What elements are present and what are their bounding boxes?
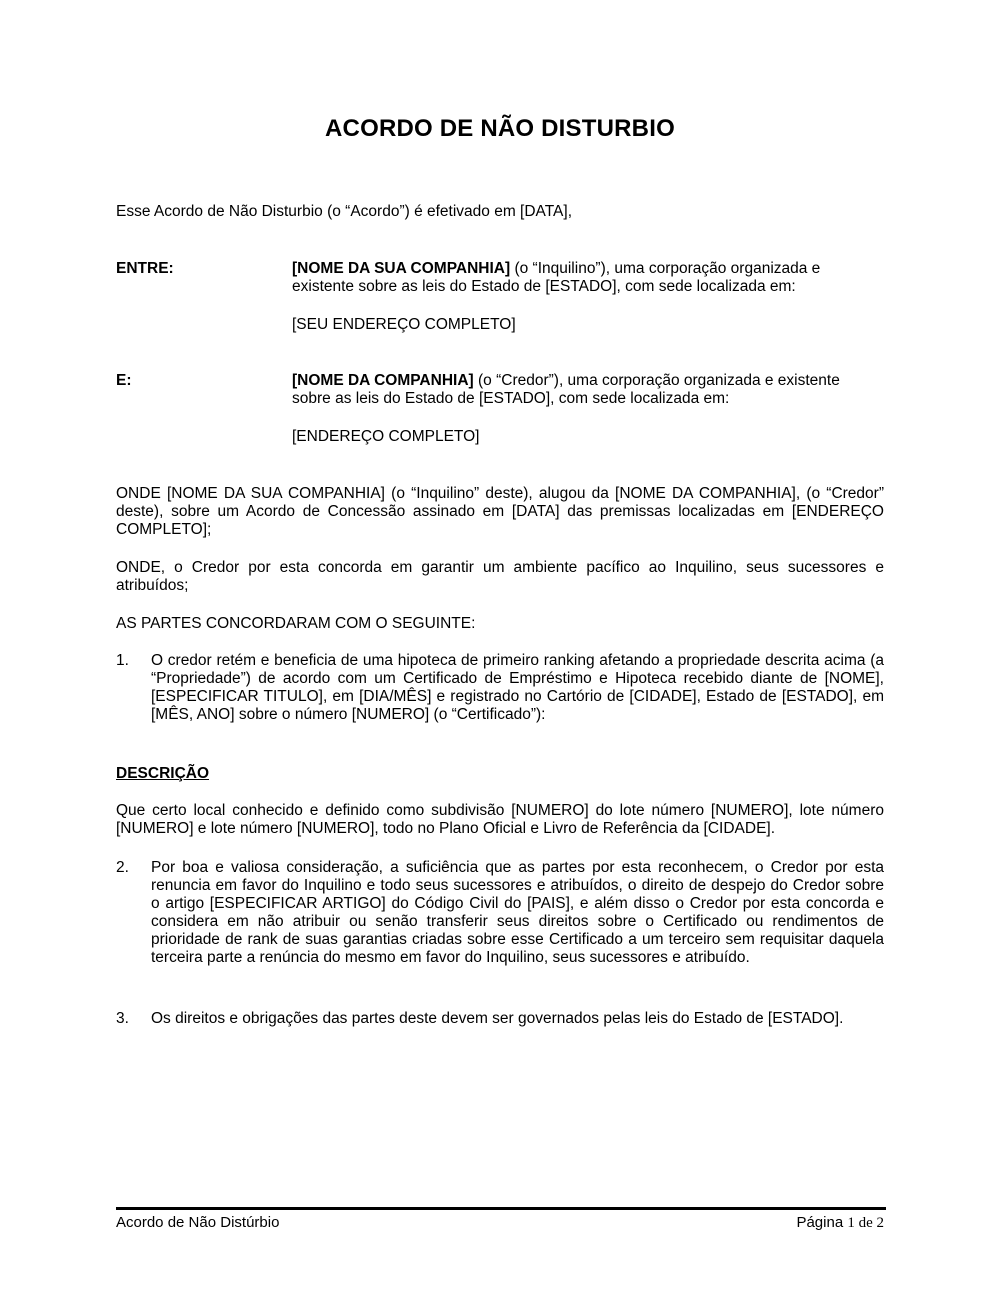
agreement-intro: AS PARTES CONCORDARAM COM O SEGUINTE: [116,615,476,632]
party-creditor-address: [ENDEREÇO COMPLETO] [292,428,480,445]
clause-number: 1. [116,652,129,669]
clause-text: Por boa e valiosa consideração, a suficiência que as partes por esta reconhecem, o Credor por esta renuncia em favor do Inquilino e todo seus sucessores e atribuídos, o direito de despejo do Credor sobre o artigo [ESPECIFICAR ARTIGO] do Código Civil do [PAIS], e além disso o Credor por esta concorda e considera em não atribuir ou senão transferir seus direitos sobre o Certificado ou rendimentos de prioridade de rank de suas garantias criadas sobre esse Certificado a um terceiro sem requisitar daquela terceira parte a renúncia do mesmo em favor do Inquilino, seus sucessores e atribuído. [151,859,884,966]
party-tenant-name: [NOME DA SUA COMPANHIA] [292,260,511,277]
clause-text: Os direitos e obrigações das partes deste devem ser governados pelas leis do Estado de [ESTADO]. [151,1010,844,1027]
clause-text: O credor retém e beneficia de uma hipoteca de primeiro ranking afetando a propriedade descrita acima (a “Propriedade”) de acordo com um Certificado de Empréstimo e Hipoteca recebido diante de [NOME], [ESPECIFICAR TITULO], em [DIA/MÊS] e registrado no Cartório de [CIDADE], Estado de [ESTADO], em [MÊS, ANO] sobre o número [NUMERO] (o “Certificado”): [151,652,884,723]
clause-number: 3. [116,1010,129,1027]
footer-document-name: Acordo de Não Distúrbio [116,1214,280,1231]
party-label-e: E: [116,372,132,389]
description-heading: DESCRIÇÃO [116,765,210,782]
party-tenant-address: [SEU ENDEREÇO COMPLETO] [292,316,516,333]
description-paragraph: Que certo local conhecido e definido como subdivisão [NUMERO] do lote número [NUMERO], lote número [NUMERO] e lote número [NUMERO], todo no Plano Oficial e Livro de Referência da [CIDADE]. [116,802,884,837]
whereas-paragraph-1: ONDE [NOME DA SUA COMPANHIA] (o “Inquilino” deste), alugou da [NOME DA COMPANHIA], (o “Credor” deste), sobre um Acordo de Concessão assinado em [DATA] das premissas localizadas em [ENDEREÇO COMPLETO]; [116,485,884,538]
party-creditor-name: [NOME DA COMPANHIA] [292,372,474,389]
party-creditor-description: [NOME DA COMPANHIA] (o “Credor”), uma corporação organizada e existente [292,372,840,389]
whereas-paragraph-2: ONDE, o Credor por esta concorda em garantir um ambiente pacífico ao Inquilino, seus sucessores e atribuídos; [116,559,884,594]
document-title: ACORDO DE NÃO DISTURBIO [325,115,675,142]
party-creditor-block: [NOME DA COMPANHIA] (o “Credor”), uma corporação organizada e existente sobre as leis do Estado de [ESTADO], com sede localizada em: [292,372,892,408]
party-tenant-description: [NOME DA SUA COMPANHIA] (o “Inquilino”), uma corporação organizada e [292,260,821,277]
clause-number: 2. [116,859,129,876]
party-label-entre: ENTRE: [116,260,174,277]
footer-page-number: Página 1 de 2 [796,1214,884,1231]
party-tenant-block: [NOME DA SUA COMPANHIA] (o “Inquilino”), uma corporação organizada e existente sobre as leis do Estado de [ESTADO], com sede localizada em: [292,260,892,296]
intro-paragraph: Esse Acordo de Não Disturbio (o “Acordo”) é efetivado em [DATA], [116,203,573,220]
footer-divider [116,1207,886,1210]
